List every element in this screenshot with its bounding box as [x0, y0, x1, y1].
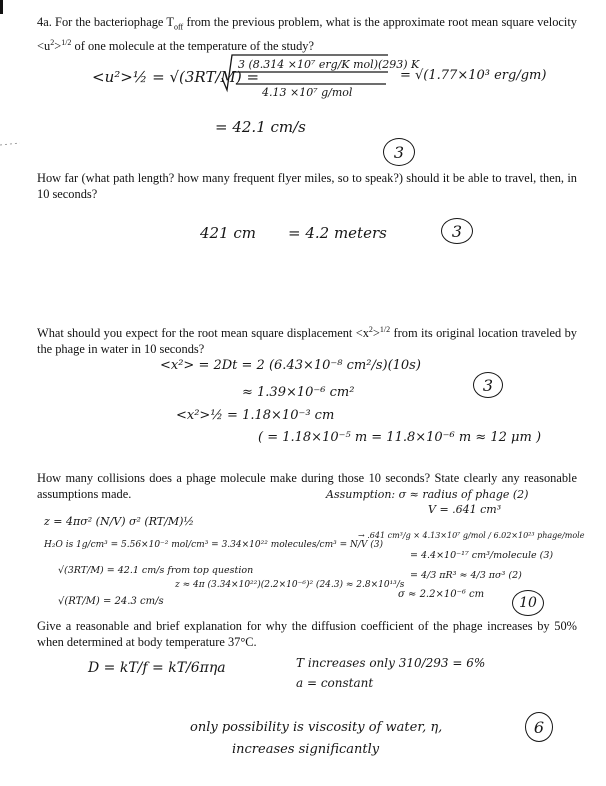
answer-4a-denominator: 4.13 ×10⁷ g/mol	[262, 86, 353, 99]
score-4d: 10	[512, 590, 544, 616]
answer-4d-velocity-2: √(RT/M) = 24.3 cm/s	[58, 596, 164, 607]
question-4c	[37, 322, 577, 357]
answer-4d-volume: V = .641 cm³	[428, 503, 502, 516]
question-4a-sup2: 1/2	[61, 38, 72, 48]
answer-4a-lhs: <u²>½ = √(3RT/M) =	[92, 68, 260, 86]
answer-4c-line2: ≈ 1.39×10⁻⁶ cm²	[242, 385, 355, 400]
question-4c-mid: >	[372, 326, 380, 341]
answer-4e-constant: a = constant	[296, 676, 374, 690]
question-4c-tail: from its original location traveled by the phage in water in 10 seconds?	[37, 326, 578, 357]
answer-4d-assumption: Assumption: σ ≈ radius of phage (2)	[326, 488, 529, 501]
answer-4e-conclusion-2: increases significantly	[232, 742, 380, 757]
score-4a: 3	[383, 138, 415, 166]
answer-4c-line3: <x²>½ = 1.18×10⁻³ cm	[176, 408, 335, 423]
answer-4d-z-formula: z = 4πσ² (N/V) σ² (RT/M)½	[44, 515, 195, 528]
answer-4d-radius-1: → .641 cm³/g × 4.13×10⁷ g/mol / 6.02×10²³ phage/mole	[358, 531, 585, 540]
corner-mark	[0, 0, 3, 14]
answer-4d-velocity-1: √(3RT/M) = 42.1 cm/s from top question	[58, 565, 254, 576]
answer-4e-conclusion-1: only possibility is viscosity of water, η,	[190, 720, 443, 735]
question-4a-mid: from the previous problem, what is the approximate root mean square velocity <u	[37, 15, 577, 54]
answer-4d-water: H₂O is 1g/cm³ = 5.56×10⁻² mol/cm³ = 3.34×10²² molecules/cm³ = N/V (3)	[44, 540, 383, 550]
question-4a-mid2: >	[54, 39, 62, 54]
answer-4b-left: 421 cm	[200, 224, 257, 242]
corner-dash	[0, 143, 20, 145]
question-4a	[37, 14, 577, 55]
question-4b: How far (what path length? how many frequent flyer miles, so to speak?) should it be able to travel, then, in 10 seconds?	[37, 171, 577, 201]
answer-4b-right: = 4.2 meters	[288, 224, 387, 242]
question-4e: Give a reasonable and brief explanation for why the diffusion coefficient of the phage increases by 50% when determined at body temperature 37°C.	[37, 619, 577, 649]
answer-4a-rhs: = √(1.77×10³ erg/gm)	[400, 68, 547, 83]
question-4c-lead: What should you expect for the root mean square displacement <x	[37, 326, 369, 341]
score-4e: 6	[525, 712, 553, 742]
question-4c-sup2: 1/2	[379, 325, 391, 334]
score-4b: 3	[441, 218, 473, 244]
score-4c: 3	[473, 372, 503, 398]
question-4c-sup1: 2	[368, 325, 373, 334]
question-4a-lead: 4a. For the bacteriophage T	[37, 15, 174, 29]
answer-4d-radius-3: = 4/3 πR³ ≈ 4/3 πσ³ (2)	[410, 570, 522, 581]
answer-4d-sigma: σ ≈ 2.2×10⁻⁶ cm	[398, 589, 485, 600]
question-4a-sup1: 2	[50, 38, 55, 48]
answer-4a-numerator: 3 (8.314 ×10⁷ erg/K mol)(293) K	[238, 58, 420, 71]
answer-4e-equation: D = kT/f = kT/6πηa	[88, 660, 226, 676]
answer-4a-result: = 42.1 cm/s	[215, 118, 306, 136]
answer-4d-radius-2: = 4.4×10⁻¹⁷ cm³/molecule (3)	[410, 550, 554, 561]
question-4a-tail: of one molecule at the temperature of the study?	[71, 39, 314, 54]
answer-4c-line1: <x²> = 2Dt = 2 (6.43×10⁻⁸ cm²/s)(10s)	[160, 358, 421, 373]
answer-4e-temperature: T increases only 310/293 = 6%	[296, 656, 486, 670]
answer-4c-line4: ( = 1.18×10⁻⁵ m = 11.8×10⁻⁶ m ≈ 12 μm )	[258, 430, 542, 445]
question-4d: How many collisions does a phage molecule make during those 10 seconds? State clearly any reasonable assumptions made.	[37, 471, 577, 501]
answer-4d-z-calc: z ≈ 4π (3.34×10²²)(2.2×10⁻⁶)² (24.3) ≈ 2.8×10¹³/s	[175, 580, 405, 590]
question-4a-subscript: off	[174, 22, 184, 32]
